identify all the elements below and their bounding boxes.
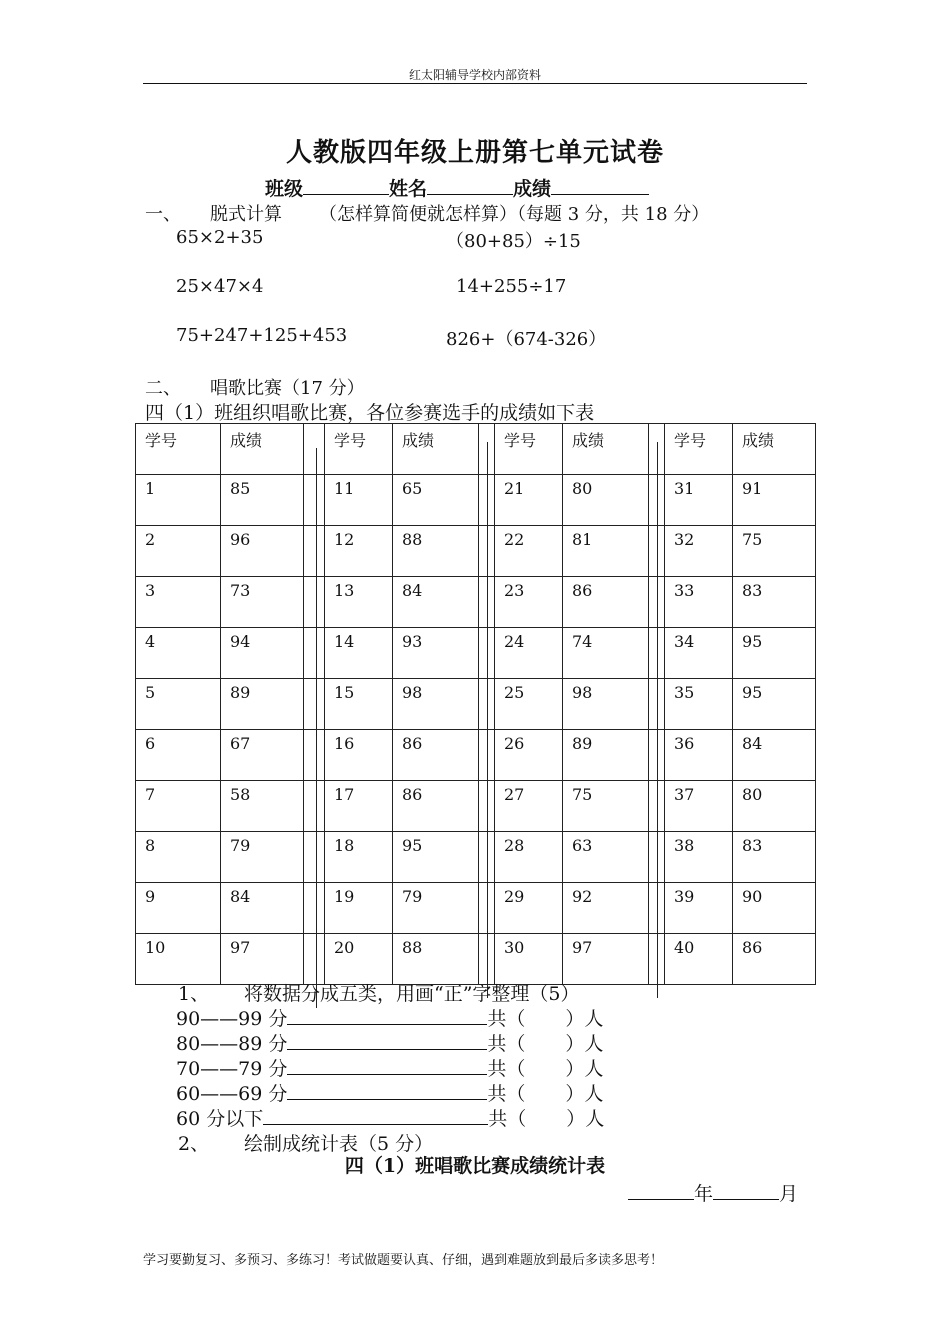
month-label: 月 — [779, 1183, 799, 1205]
score-cell: 96 — [221, 526, 304, 577]
table-header-row — [136, 424, 816, 475]
range-label: 60 分以下 — [176, 1108, 264, 1130]
student-id-cell: 15 — [325, 679, 393, 730]
score-cell: 88 — [393, 934, 479, 985]
score-cell: 88 — [393, 526, 479, 577]
score-cell: 81 — [563, 526, 649, 577]
student-id-cell: 17 — [325, 781, 393, 832]
table-gap — [304, 934, 325, 985]
col-header: 成绩 — [733, 424, 816, 475]
header-school: 红太阳辅导学校内部资料 — [408, 68, 541, 82]
total-suffix: ）人 — [565, 1058, 604, 1080]
student-id-cell: 9 — [136, 883, 221, 934]
score-cell: 89 — [221, 679, 304, 730]
student-id-cell: 25 — [495, 679, 563, 730]
student-id-cell: 21 — [495, 475, 563, 526]
score-cell: 95 — [733, 628, 816, 679]
score-cell: 97 — [563, 934, 649, 985]
total-prefix: 共（ — [487, 1083, 526, 1105]
score-cell: 86 — [393, 730, 479, 781]
table-row — [136, 730, 816, 781]
score-cell: 95 — [733, 679, 816, 730]
section1-note: （怎样算简便就怎样算）（每题 3 分，共 18 分） — [319, 204, 710, 225]
col-header: 成绩 — [221, 424, 304, 475]
score-cell: 65 — [393, 475, 479, 526]
table-row — [136, 883, 816, 934]
problem-4: 14+255÷17 — [456, 276, 567, 297]
tally-row — [176, 1054, 603, 1081]
score-table — [135, 423, 816, 985]
score-cell: 94 — [221, 628, 304, 679]
table-gap — [304, 475, 325, 526]
student-id-cell: 40 — [665, 934, 733, 985]
student-id-cell: 33 — [665, 577, 733, 628]
score-cell: 97 — [221, 934, 304, 985]
score-cell: 58 — [221, 781, 304, 832]
student-id-cell: 3 — [136, 577, 221, 628]
name-blank[interactable] — [427, 176, 513, 195]
table-row — [136, 832, 816, 883]
range-label: 70——79 分 — [176, 1058, 288, 1080]
student-id-cell: 30 — [495, 934, 563, 985]
score-cell: 75 — [733, 526, 816, 577]
student-id-cell: 26 — [495, 730, 563, 781]
score-cell: 98 — [563, 679, 649, 730]
table-gap — [304, 577, 325, 628]
tally-row — [176, 1104, 604, 1131]
score-cell: 83 — [733, 832, 816, 883]
total-prefix: 共（ — [487, 1008, 526, 1030]
task1-number: 1、 — [178, 983, 210, 1005]
tally-line[interactable] — [287, 1056, 487, 1075]
table-row — [136, 577, 816, 628]
score-cell: 79 — [221, 832, 304, 883]
year-label: 年 — [694, 1183, 714, 1205]
total-suffix: ）人 — [566, 1108, 605, 1130]
gap-rule — [316, 448, 317, 1008]
table-gap — [304, 730, 325, 781]
col-header: 成绩 — [563, 424, 649, 475]
score-cell: 86 — [393, 781, 479, 832]
total-prefix: 共（ — [487, 1058, 526, 1080]
student-id-cell: 32 — [665, 526, 733, 577]
tally-row — [176, 1029, 603, 1056]
total-suffix: ）人 — [565, 1008, 604, 1030]
range-label: 90——99 分 — [176, 1008, 288, 1030]
student-id-cell: 13 — [325, 577, 393, 628]
table-row — [136, 781, 816, 832]
student-info — [265, 174, 649, 201]
table-row — [136, 526, 816, 577]
footer-note: 学习要勤复习、多预习、多练习！考试做题要认真、仔细，遇到难题放到最后多读多思考！ — [143, 1253, 664, 1268]
student-id-cell: 8 — [136, 832, 221, 883]
col-header: 学号 — [495, 424, 563, 475]
total-suffix: ）人 — [565, 1083, 604, 1105]
problem-6: 826+（674-326） — [446, 329, 607, 350]
table-gap — [304, 679, 325, 730]
tally-line[interactable] — [263, 1106, 488, 1125]
score-cell: 75 — [563, 781, 649, 832]
score-cell: 86 — [563, 577, 649, 628]
student-id-cell: 10 — [136, 934, 221, 985]
table-gap — [304, 781, 325, 832]
student-id-cell: 29 — [495, 883, 563, 934]
student-id-cell: 34 — [665, 628, 733, 679]
section2-heading: 唱歌比赛（17 分） — [210, 378, 365, 399]
score-cell: 80 — [563, 475, 649, 526]
total-prefix: 共（ — [488, 1108, 527, 1130]
tally-line[interactable] — [287, 1031, 487, 1050]
student-id-cell: 4 — [136, 628, 221, 679]
score-blank[interactable] — [551, 176, 649, 195]
student-id-cell: 31 — [665, 475, 733, 526]
gap-rule — [657, 442, 658, 998]
student-id-cell: 1 — [136, 475, 221, 526]
score-cell: 95 — [393, 832, 479, 883]
score-cell: 89 — [563, 730, 649, 781]
problem-2: （80+85）÷15 — [446, 231, 581, 252]
table-row — [136, 679, 816, 730]
score-cell: 90 — [733, 883, 816, 934]
col-header: 成绩 — [393, 424, 479, 475]
section2-intro: 四（1）班组织唱歌比赛，各位参赛选手的成绩如下表 — [145, 402, 595, 424]
page-title: 人教版四年级上册第七单元试卷 — [285, 138, 664, 168]
table-row — [136, 628, 816, 679]
score-label: 成绩 — [513, 178, 552, 200]
student-id-cell: 39 — [665, 883, 733, 934]
problem-5: 75+247+125+453 — [176, 325, 348, 346]
problem-1: 65×2+35 — [176, 227, 264, 248]
chart-title: 四（1）班唱歌比赛成绩统计表 — [344, 1155, 606, 1177]
range-label: 80——89 分 — [176, 1033, 288, 1055]
year-blank[interactable] — [628, 1181, 694, 1200]
name-label: 姓名 — [389, 178, 428, 200]
student-id-cell: 7 — [136, 781, 221, 832]
table-gap — [304, 526, 325, 577]
student-id-cell: 2 — [136, 526, 221, 577]
student-id-cell: 20 — [325, 934, 393, 985]
student-id-cell: 24 — [495, 628, 563, 679]
table-gap — [304, 883, 325, 934]
score-cell: 67 — [221, 730, 304, 781]
score-cell: 73 — [221, 577, 304, 628]
col-header: 学号 — [325, 424, 393, 475]
date-line — [628, 1179, 798, 1206]
score-cell: 79 — [393, 883, 479, 934]
student-id-cell: 37 — [665, 781, 733, 832]
student-id-cell: 12 — [325, 526, 393, 577]
table-row — [136, 934, 816, 985]
score-cell: 86 — [733, 934, 816, 985]
score-cell: 91 — [733, 475, 816, 526]
score-cell: 63 — [563, 832, 649, 883]
table-gap — [304, 628, 325, 679]
col-header: 学号 — [665, 424, 733, 475]
table-gap — [304, 424, 325, 475]
tally-row — [176, 1004, 603, 1031]
student-id-cell: 36 — [665, 730, 733, 781]
score-cell: 80 — [733, 781, 816, 832]
table-gap — [304, 832, 325, 883]
class-label: 班级 — [265, 178, 304, 200]
header-rule — [143, 83, 807, 84]
student-id-cell: 14 — [325, 628, 393, 679]
total-suffix: ）人 — [565, 1033, 604, 1055]
section2-number: 二、 — [145, 378, 181, 399]
student-id-cell: 38 — [665, 832, 733, 883]
student-id-cell: 16 — [325, 730, 393, 781]
class-blank[interactable] — [303, 176, 389, 195]
student-id-cell: 19 — [325, 883, 393, 934]
student-id-cell: 22 — [495, 526, 563, 577]
month-blank[interactable] — [713, 1181, 779, 1200]
student-id-cell: 5 — [136, 679, 221, 730]
gap-rule — [487, 442, 488, 998]
score-cell: 84 — [733, 730, 816, 781]
student-id-cell: 35 — [665, 679, 733, 730]
col-header: 学号 — [136, 424, 221, 475]
problem-3: 25×47×4 — [176, 276, 264, 297]
task2-text: 绘制成统计表（5 分） — [244, 1133, 434, 1155]
score-cell: 84 — [221, 883, 304, 934]
task2-number: 2、 — [178, 1133, 210, 1155]
range-label: 60——69 分 — [176, 1083, 288, 1105]
student-id-cell: 28 — [495, 832, 563, 883]
student-id-cell: 23 — [495, 577, 563, 628]
student-id-cell: 6 — [136, 730, 221, 781]
student-id-cell: 27 — [495, 781, 563, 832]
tally-line[interactable] — [287, 1006, 487, 1025]
tally-line[interactable] — [287, 1081, 487, 1100]
score-cell: 92 — [563, 883, 649, 934]
score-cell: 83 — [733, 577, 816, 628]
section1-heading: 脱式计算 — [210, 204, 282, 225]
tally-row — [176, 1079, 603, 1106]
score-cell: 93 — [393, 628, 479, 679]
total-prefix: 共（ — [487, 1033, 526, 1055]
score-cell: 74 — [563, 628, 649, 679]
student-id-cell: 18 — [325, 832, 393, 883]
score-cell: 98 — [393, 679, 479, 730]
section1-number: 一、 — [145, 204, 181, 225]
table-row — [136, 475, 816, 526]
score-cell: 85 — [221, 475, 304, 526]
score-cell: 84 — [393, 577, 479, 628]
task1-text: 将数据分成五类，用画“正”字整理（5） — [244, 983, 580, 1005]
student-id-cell: 11 — [325, 475, 393, 526]
